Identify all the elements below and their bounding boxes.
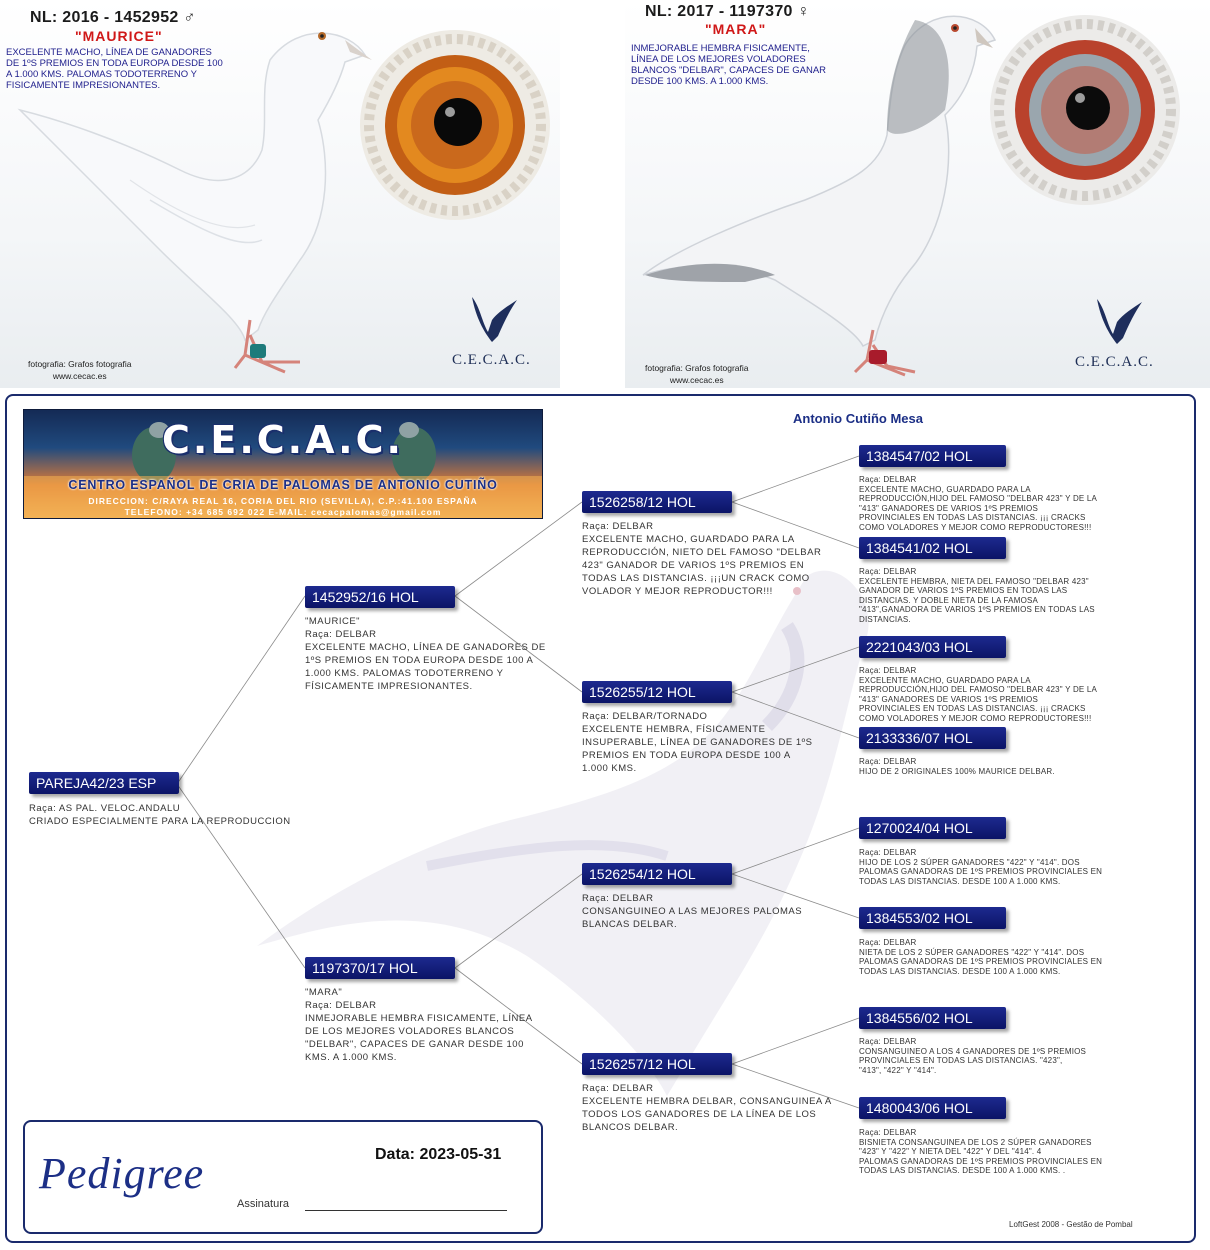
pedigree-node-sire-sire[interactable]: 1526258/12 HOL: [582, 491, 732, 513]
pedigree-node-dam-sire[interactable]: 1526254/12 HOL: [582, 863, 732, 885]
ring-number: NL: 2016 - 1452952 ♂: [30, 9, 196, 26]
pedigree-sheet: [5, 394, 1196, 1243]
cecac-wordmark: C.E.C.A.C.: [1075, 354, 1154, 370]
dss-info: Raça: DELBAR HIJO DE LOS 2 SÚPER GANADORES "422" Y "414". DOS PALOMAS GANADORAS DE 1ºS PREMIOS PROVINCIALES EN TODAS LAS DISTANCIAS. DESDE 100 A 1.000 KMS.: [859, 848, 1103, 886]
dam-sire-info: Raça: DELBAR CONSANGUINEO A LAS MEJORES PALOMAS BLANCAS DELBAR.: [582, 893, 803, 930]
cecac-bird-logo-icon: [462, 292, 522, 342]
bird-description: EXCELENTE MACHO, LÍNEA DE GANADORES DE 1ºS PREMIOS EN TODA EUROPA DESDE 100 A 1.000 KMS. PALOMAS TODOTERRENO Y FISICAMENTE IMPRESIONANTES.: [6, 47, 223, 91]
pedigree-node-sire[interactable]: 1452952/16 HOL: [305, 586, 455, 608]
pedigree-date: Data: 2023-05-31: [375, 1146, 502, 1163]
sdd-info: Raça: DELBAR HIJO DE 2 ORIGINALES 100% MAURICE DELBAR.: [859, 757, 1055, 776]
dds-info: Raça: DELBAR CONSANGUINEO A LOS 4 GANADORES DE 1ºS PREMIOS PROVINCIALES EN TODAS LAS DISTANCIAS. "423", "413", "422" Y "414".: [859, 1037, 1087, 1075]
banner-phone: TELEFONO: +34 685 692 022 E-MAIL: cecacpalomas@gmail.com: [124, 507, 442, 517]
pedigree-node-dam-dam[interactable]: 1526257/12 HOL: [582, 1053, 732, 1075]
pedigree-node-dsd[interactable]: 1384553/02 HOL: [859, 907, 1006, 929]
sire-sire-info: Raça: DELBAR EXCELENTE MACHO, GUARDADO PARA LA REPRODUCCIÓN, NIETO DEL FAMOSO "DELBAR 423" GANADOR DE VARIOS 1ºS PREMIOS EN TODAS LAS DISTANCIAS. ¡¡¡UN CRACK COMO VOLADOR Y MEJOR REPRODUCTOR!!!: [582, 521, 822, 597]
subject-info: Raça: AS PAL. VELOC.ANDALU CRIADO ESPECIALMENTE PARA LA REPRODUCCION: [29, 803, 291, 827]
banner-title: C.E.C.A.C.: [162, 418, 404, 462]
pedigree-node-subject[interactable]: PAREJA42/23 ESP: [29, 772, 179, 794]
bird-name: "MAURICE": [75, 28, 163, 44]
dam-info: "MARA" Raça: DELBAR INMEJORABLE HEMBRA FISICAMENTE, LÍNEA DE LOS MEJORES VOLADORES BLANCOS "DELBAR", CAPACES DE GANAR DESDE 100 KMS. A 1.000 KMS.: [305, 987, 533, 1063]
pedigree-node-ddd[interactable]: 1480043/06 HOL: [859, 1097, 1006, 1119]
sss-info: Raça: DELBAR EXCELENTE MACHO, GUARDADO PARA LA REPRODUCCIÓN,HIJO DEL FAMOSO "DELBAR 423" Y DE LA "413" GANADORES DE VARIOS 1ºS PREMIOS PROVINCIALES EN TODAS LAS DISTANCIAS. ¡¡¡ CRACKS COMO VOLADORES Y MEJOR COMO REPRODUCTORES!!!: [859, 475, 1098, 532]
signature-line: [305, 1210, 507, 1211]
ssd-info: Raça: DELBAR EXCELENTE HEMBRA, NIETA DEL FAMOSO "DELBAR 423" GANADOR DE VARIOS 1ºS PREMIOS EN TODAS LAS DISTANCIAS. Y DOBLE NIETA DE LA FAMOSA "413",GANADORA DE VARIOS 1ºS PREMIOS EN TODAS LAS DISTANCIAS.: [859, 567, 1095, 624]
software-credit: LoftGest 2008 - Gestão de Pombal: [1009, 1220, 1133, 1229]
dsd-info: Raça: DELBAR NIETA DE LOS 2 SÚPER GANADORES "422" Y "414". DOS PALOMAS GANADORAS DE 1ºS PREMIOS PROVINCIALES EN TODAS LAS DISTANCIAS. DESDE 100 A 1.000 KMS.: [859, 938, 1103, 976]
pedigree-node-ssd[interactable]: 1384541/02 HOL: [859, 537, 1006, 559]
breeder-name: Antonio Cutiño Mesa: [793, 411, 923, 426]
cecac-wordmark: C.E.C.A.C.: [452, 352, 531, 368]
cecac-bird-logo-icon: [1087, 294, 1147, 344]
ddd-info: Raça: DELBAR BISNIETA CONSANGUINEA DE LOS 2 SÚPER GANADORES "423" Y "422" Y NIETA DEL "422" Y DEL "414". 4 PALOMAS GANADORAS DE 1ºS PREMIOS PROVINCIALES EN TODAS LAS DISTANCIAS. DESDE 100 A 1.000 KMS. .: [859, 1128, 1103, 1175]
pedigree-node-sdd[interactable]: 2133336/07 HOL: [859, 727, 1006, 749]
sds-info: Raça: DELBAR EXCELENTE MACHO, GUARDADO PARA LA REPRODUCCIÓN,HIJO DEL FAMOSO "DELBAR 423" Y DE LA "413" GANADORES DE VARIOS 1ºS PREMIOS PROVINCIALES EN TODAS LAS DISTANCIAS. ¡¡¡ CRACKS COMO VOLADORES Y MEJOR COMO REPRODUCTORES!!!: [859, 666, 1098, 723]
photo-credit: fotografia: Grafos fotografia www.cecac.es: [28, 359, 132, 381]
sire-dam-info: Raça: DELBAR/TORNADO EXCELENTE HEMBRA, FÍSICAMENTE INSUPERABLE, LÍNEA DE GANADORES DE 1ºS PREMIOS EN TODA EUROPA DESDE 100 A 1.000 KMS.: [582, 711, 813, 774]
photo-credit: fotografia: Grafos fotografia www.cecac.es: [645, 363, 749, 385]
pedigree-node-dam[interactable]: 1197370/17 HOL: [305, 957, 455, 979]
photo-panel-maurice: [0, 0, 560, 388]
pedigree-node-dds[interactable]: 1384556/02 HOL: [859, 1007, 1006, 1029]
pedigree-node-sire-dam[interactable]: 1526255/12 HOL: [582, 681, 732, 703]
dam-dam-info: Raça: DELBAR EXCELENTE HEMBRA DELBAR, CONSANGUINEA A TODOS LOS GANADORES DE LA LÍNEA DE LOS BLANCOS DELBAR.: [582, 1083, 832, 1133]
bird-description: INMEJORABLE HEMBRA FISICAMENTE, LÍNEA DE LOS MEJORES VOLADORES BLANCOS "DELBAR", CAPACES DE GANAR DESDE 100 KMS. A 1.000 KMS.: [631, 43, 827, 87]
pedigree-footer: [23, 1120, 543, 1234]
signature-label: Assinatura: [237, 1198, 289, 1210]
photo-panel-mara: [625, 0, 1210, 388]
bird-name: "MARA": [705, 21, 767, 37]
ring-number: NL: 2017 - 1197370 ♀: [645, 3, 810, 20]
pedigree-node-sds[interactable]: 2221043/03 HOL: [859, 636, 1006, 658]
banner-address: DIRECCION: C/RAYA REAL 16, CORIA DEL RIO (SEVILLA), C.P.:41.100 ESPAÑA: [88, 496, 478, 506]
pedigree-node-dss[interactable]: 1270024/04 HOL: [859, 817, 1006, 839]
sire-info: "MAURICE" Raça: DELBAR EXCELENTE MACHO, LÍNEA DE GANADORES DE 1ºS PREMIOS EN TODA EUROPA DESDE 100 A 1.000 KMS. PALOMAS TODOTERRENO Y FÍSICAMENTE IMPRESIONANTES.: [305, 616, 546, 692]
pedigree-node-sss[interactable]: 1384547/02 HOL: [859, 445, 1006, 467]
pedigree-title: Pedigree: [39, 1149, 205, 1198]
banner-subtitle: CENTRO ESPAÑOL DE CRIA DE PALOMAS DE ANTONIO CUTIÑO: [68, 478, 498, 492]
